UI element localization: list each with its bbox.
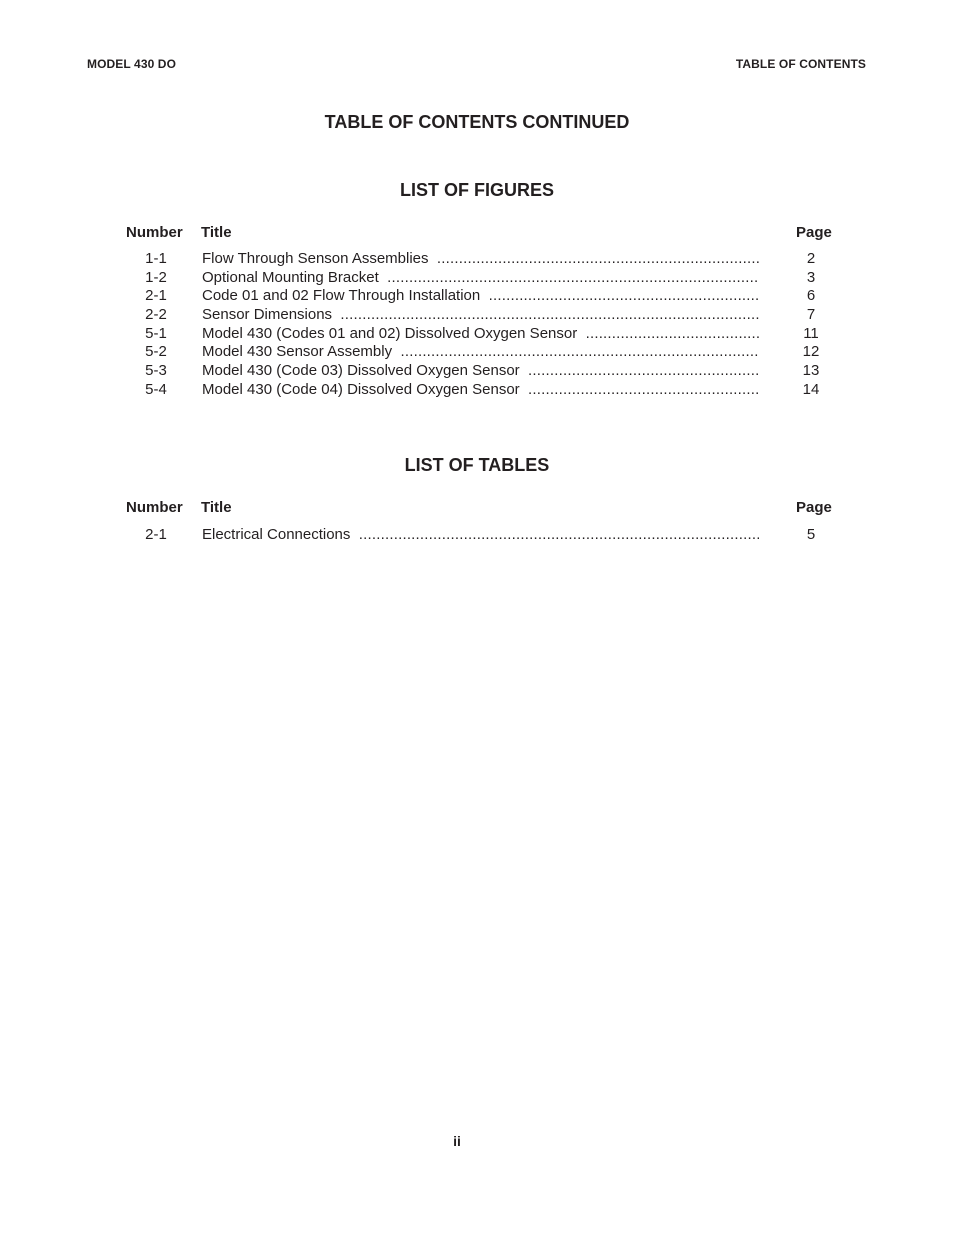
figure-number: 2-1 [145, 287, 167, 305]
figure-page: 13 [802, 362, 820, 380]
figure-number: 1-1 [145, 250, 167, 267]
figure-number: 5-4 [145, 380, 167, 398]
tables-title-column: Title [201, 499, 232, 516]
table-entry[interactable] [0, 526, 954, 545]
figures-number-column: Number [126, 224, 183, 241]
table-title: Electrical Connections [202, 526, 354, 543]
figure-page: 3 [806, 268, 816, 286]
figure-title: Model 430 Sensor Assembly [202, 343, 396, 360]
figure-number: 1-2 [145, 268, 167, 286]
figure-entry[interactable] [0, 269, 954, 288]
figure-page: 6 [806, 287, 816, 305]
table-number: 2-1 [145, 526, 167, 543]
figure-entry[interactable] [0, 362, 954, 381]
figures-page-column: Page [796, 224, 832, 241]
figure-entry[interactable] [0, 306, 954, 325]
figures-list [0, 250, 954, 400]
list-of-figures-heading: LIST OF FIGURES [399, 180, 554, 200]
tables-page-column: Page [796, 499, 832, 516]
table-page: 5 [806, 526, 816, 543]
page-title: TABLE OF CONTENTS CONTINUED [324, 112, 630, 132]
figure-page: 14 [802, 380, 820, 398]
figure-entry[interactable] [0, 250, 954, 269]
figure-title: Model 430 (Code 04) Dissolved Oxygen Sensor [202, 381, 524, 398]
figure-title: Flow Through Senson Assemblies [202, 250, 433, 267]
figure-title: Model 430 (Codes 01 and 02) Dissolved Oxygen Sensor [202, 325, 581, 342]
figure-number: 5-1 [145, 324, 167, 342]
figure-entry[interactable] [0, 343, 954, 362]
figure-title: Optional Mounting Bracket [202, 269, 383, 286]
running-head-section: TABLE OF CONTENTS [735, 57, 866, 71]
figures-column-header [0, 224, 954, 244]
page-number: ii [453, 1133, 461, 1149]
figure-page: 12 [802, 343, 820, 361]
tables-list [0, 526, 954, 545]
figure-title: Model 430 (Code 03) Dissolved Oxygen Sensor [202, 362, 524, 379]
figure-number: 2-2 [145, 306, 167, 324]
list-of-tables-heading: LIST OF TABLES [404, 455, 550, 475]
figure-number: 5-2 [145, 343, 167, 361]
figure-title: Sensor Dimensions [202, 306, 336, 323]
tables-column-header [0, 499, 954, 519]
tables-number-column: Number [126, 499, 183, 516]
figure-page: 2 [806, 250, 816, 267]
figure-page: 11 [803, 324, 819, 342]
figure-number: 5-3 [145, 362, 167, 380]
figure-page: 7 [806, 306, 816, 324]
figure-entry[interactable] [0, 287, 954, 306]
figure-title: Code 01 and 02 Flow Through Installation [202, 287, 484, 304]
running-head-model: MODEL 430 DO [87, 57, 177, 71]
figure-entry[interactable] [0, 381, 954, 400]
figures-title-column: Title [201, 224, 232, 241]
figure-entry[interactable] [0, 325, 954, 344]
